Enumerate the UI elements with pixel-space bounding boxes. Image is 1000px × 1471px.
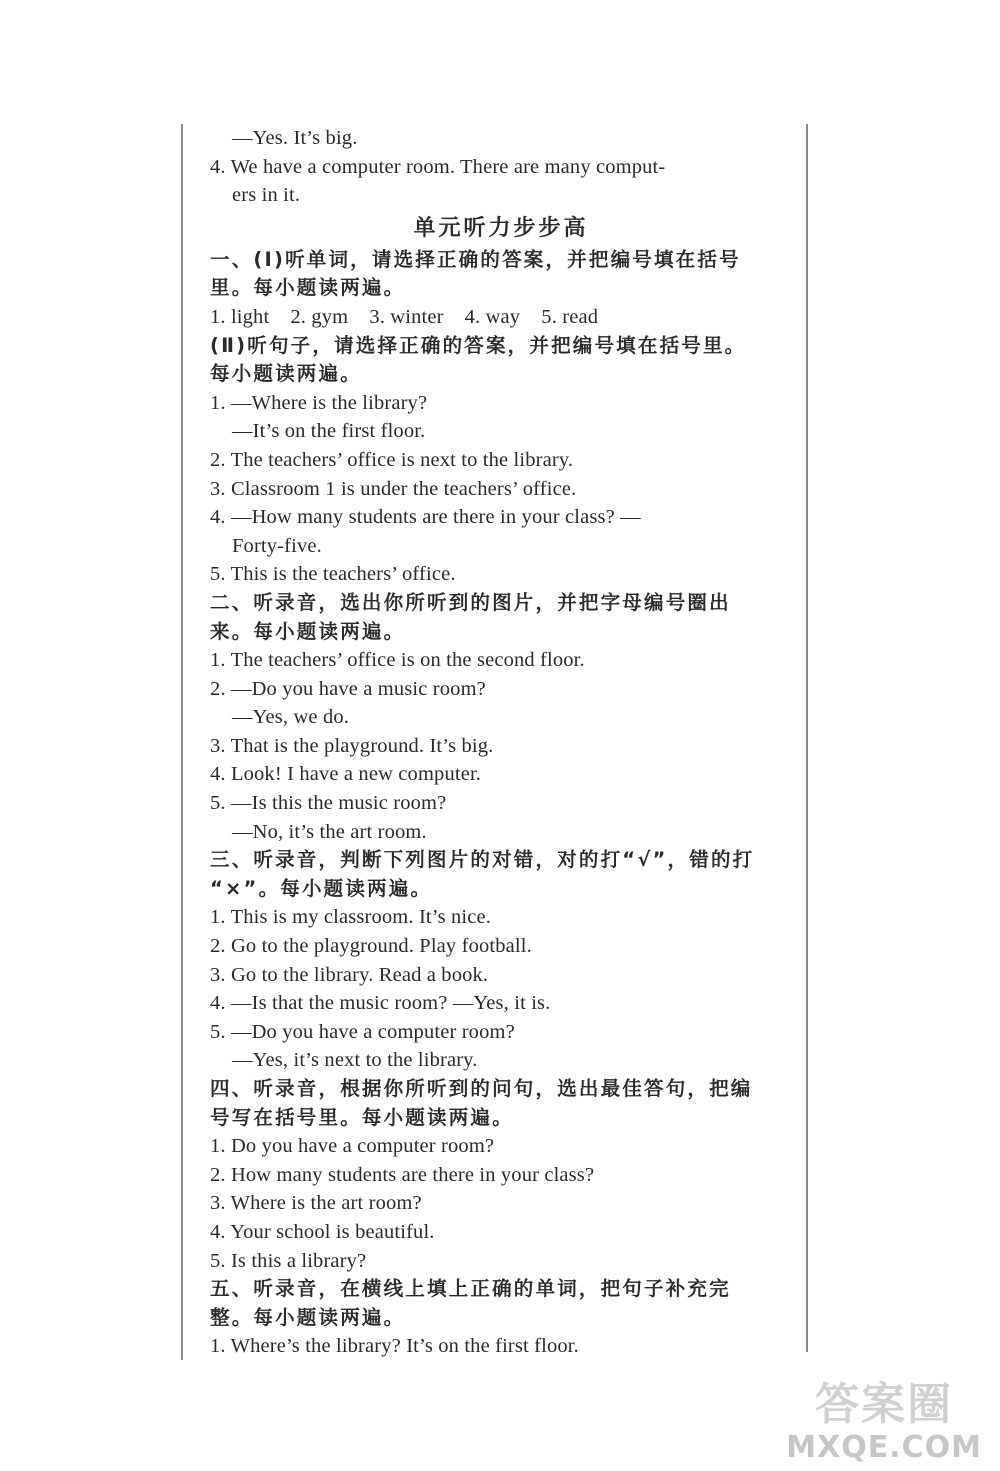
text-line: 1. light 2. gym 3. winter 4. way 5. read — [210, 305, 599, 328]
text-line: —No, it’s the art room. — [232, 820, 427, 843]
text-line: —Yes, we do. — [232, 706, 350, 729]
section-heading: “×”。每小题读两遍。 — [210, 876, 433, 900]
section-heading: 三、听录音，判断下列图片的对错，对的打“√”，错的打 — [210, 848, 755, 872]
text-line: 5. Is this a library? — [210, 1249, 367, 1272]
text-line: —Yes. It’s big. — [232, 127, 358, 149]
section-heading: 号写在括号里。每小题读两遍。 — [210, 1105, 514, 1129]
text-line: 1. —Where is the library? — [210, 391, 428, 414]
text-line: 3. That is the playground. It’s big. — [210, 734, 494, 757]
watermark-site: MXQE.COM — [786, 1430, 982, 1465]
section-heading: 四、听录音，根据你所听到的问句，选出最佳答句，把编 — [210, 1077, 753, 1100]
text-line: 3. Where is the art room? — [210, 1192, 422, 1215]
section-heading: 整。每小题读两遍。 — [210, 1305, 406, 1329]
text-line: 2. —Do you have a music room? — [210, 677, 486, 700]
right-margin-rule — [806, 124, 808, 1352]
text-line: 4. We have a computer room. There are many comput- — [210, 155, 666, 178]
text-line: 5. This is the teachers’ office. — [210, 563, 456, 586]
text-line: 4. Look! I have a new computer. — [210, 763, 482, 786]
text-line: ers in it. — [232, 184, 301, 207]
text-line: —Yes, it’s next to the library. — [232, 1049, 478, 1072]
section-heading: 二、听录音，选出你所听到的图片，并把字母编号圈出 — [210, 590, 731, 614]
watermark — [786, 1379, 982, 1465]
section-heading: 五、听录音，在横线上填上正确的单词，把句子补充完 — [210, 1277, 731, 1301]
text-line: 2. How many students are there in your class? — [210, 1163, 595, 1186]
text-line: 1. Do you have a computer room? — [210, 1135, 495, 1158]
text-line: 4. Your school is beautiful. — [210, 1220, 435, 1243]
text-line: 5. —Do you have a computer room? — [210, 1020, 515, 1043]
left-margin-rule — [181, 124, 183, 1360]
text-line: 4. —How many students are there in your class? — — [210, 506, 641, 529]
text-line: 4. —Is that the music room? —Yes, it is. — [210, 992, 551, 1015]
text-line: Forty-five. — [232, 534, 322, 557]
text-line: 3. Classroom 1 is under the teachers’ office. — [210, 477, 577, 500]
section-heading: (Ⅱ)听句子，请选择正确的答案，并把编号填在括号里。 — [210, 333, 747, 357]
watermark-logo: 答案圈 — [815, 1379, 954, 1430]
text-line: 2. The teachers’ office is next to the library. — [210, 448, 574, 471]
section-heading: 里。每小题读两遍。 — [210, 276, 406, 300]
unit-title: 单元听力步步高 — [413, 214, 589, 240]
answer-text-column — [210, 124, 792, 1361]
text-line: 5. —Is this the music room? — [210, 792, 447, 815]
text-line: 2. Go to the playground. Play football. — [210, 935, 532, 958]
text-line: 3. Go to the library. Read a book. — [210, 963, 489, 986]
section-heading: 一、(Ⅰ)听单词，请选择正确的答案，并把编号填在括号 — [210, 247, 741, 271]
text-line: 1. Where’s the library? It’s on the first floor. — [210, 1335, 579, 1358]
text-line: —It’s on the first floor. — [232, 420, 426, 443]
section-heading: 来。每小题读两遍。 — [210, 619, 406, 643]
section-heading: 每小题读两遍。 — [210, 362, 362, 386]
text-line: 1. This is my classroom. It’s nice. — [210, 906, 492, 929]
text-line: 1. The teachers’ office is on the second floor. — [210, 649, 585, 672]
